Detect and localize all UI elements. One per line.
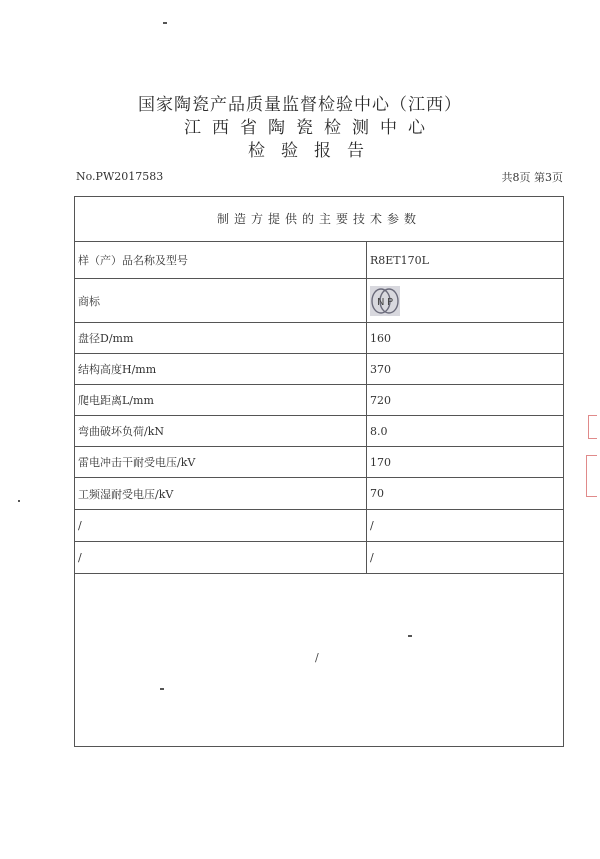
table-row <box>75 447 563 478</box>
row-value: 8.0 <box>370 424 388 438</box>
scan-speck <box>408 635 412 637</box>
row-value: / <box>370 551 374 564</box>
row-label: 工频湿耐受电压/kV <box>75 478 367 509</box>
row-value: 170 <box>370 455 391 469</box>
table-row <box>75 416 563 447</box>
table-row <box>75 279 563 323</box>
table-row <box>75 323 563 354</box>
row-label: 结构高度H/mm <box>75 354 367 384</box>
table-row <box>75 542 563 574</box>
row-label: / <box>75 542 367 573</box>
header-line-1: 国家陶瓷产品质量监督检验中心（江西） <box>138 95 462 115</box>
table-row <box>75 242 563 279</box>
row-label: / <box>75 510 367 541</box>
page-info: 共8页 第3页 <box>501 171 563 184</box>
table-row <box>75 385 563 416</box>
row-label: 商标 <box>75 279 367 322</box>
stamp-fragment <box>586 455 597 497</box>
svg-text:P: P <box>387 296 394 308</box>
report-number: No.PW2017583 <box>76 170 164 183</box>
stamp-fragment <box>588 415 597 439</box>
row-label: 爬电距离L/mm <box>75 385 367 415</box>
row-value: 370 <box>370 362 391 376</box>
row-value: 720 <box>370 393 391 407</box>
table-title: 制造方提供的主要技术参数 <box>75 197 563 242</box>
row-value: 160 <box>370 331 391 345</box>
scan-speck <box>18 500 20 502</box>
row-label: 盘径D/mm <box>75 323 367 353</box>
table-row <box>75 354 563 385</box>
row-label: 样（产）品名称及型号 <box>75 242 367 278</box>
scan-speck <box>163 22 167 24</box>
header-line-2: 江西省陶瓷检测中心 <box>184 118 436 138</box>
row-value: R8ET170L <box>370 253 429 267</box>
table-row <box>75 510 563 542</box>
header-line-3: 检验报告 <box>248 141 380 161</box>
table-row <box>75 478 563 510</box>
row-value: / <box>370 519 374 532</box>
row-label: 雷电冲击干耐受电压/kV <box>75 447 367 477</box>
row-label: 弯曲破坏负荷/kN <box>75 416 367 446</box>
parameters-table <box>74 196 564 747</box>
np-logo-icon <box>370 286 400 316</box>
row-value: 70 <box>370 487 384 500</box>
row-value <box>367 279 563 322</box>
scan-speck <box>160 688 164 690</box>
svg-text:N: N <box>377 296 385 308</box>
blank-mark: / <box>315 651 319 664</box>
blank-area <box>75 574 563 746</box>
